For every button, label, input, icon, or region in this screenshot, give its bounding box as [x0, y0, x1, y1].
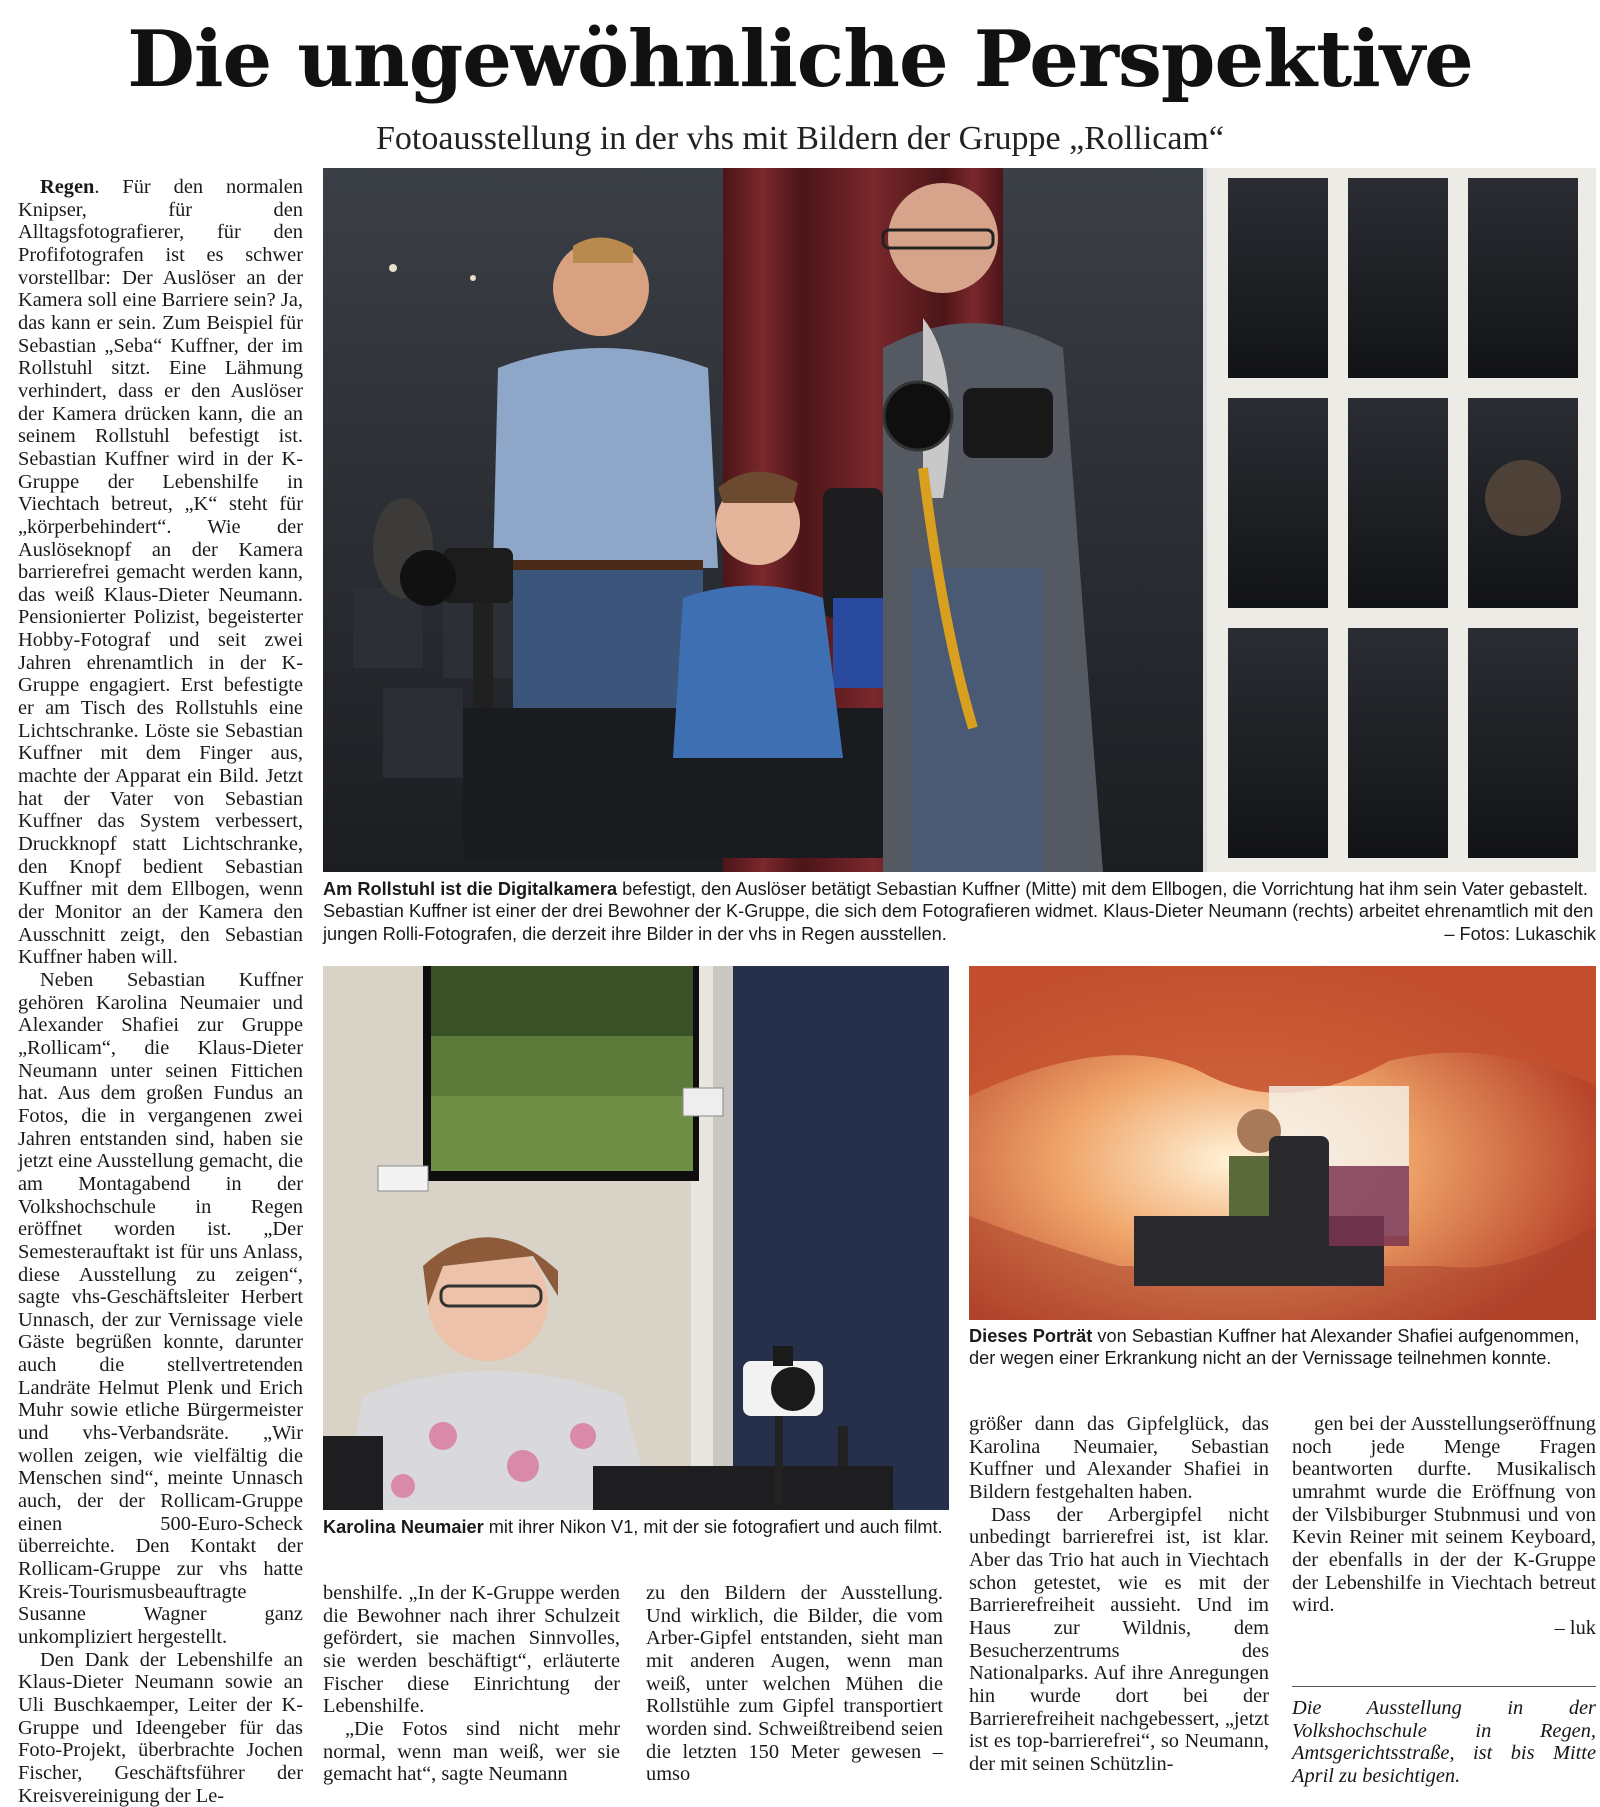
author-signature: – luk — [1554, 1616, 1596, 1639]
portrait-caption-karolina — [323, 1516, 949, 1538]
portrait-photo-karolina — [323, 966, 949, 1510]
article-column-4 — [969, 1413, 1269, 1776]
exhibition-info-note: Die Ausstellung in der Volkshochschule in Regen, Amtsgerichtsstraße, ist bis Mitte April zu besichtigen. — [1292, 1697, 1596, 1787]
portrait-photo-image — [323, 966, 949, 1510]
main-photo-caption — [323, 878, 1596, 945]
article-paragraph: Dass der Arbergipfel nicht unbedingt barrierefrei ist, ist klar. Aber das Trio hat auch in Viechtach schon getestet, wie es mit der Barrierefreiheit aussieht. Und im Haus zur Wildnis, dem Besucherzentrums des Nationalparks. Auf ihre Anregungen hin wurde dort bei der Barrierefreiheit nachgebessert, „jetzt ist es top-barrierefrei“, so Neumann, der mit seinen Schützlin- — [969, 1503, 1269, 1775]
article-paragraph: „Die Fotos sind nicht mehr normal, wenn man weiß, wer sie gemacht hat“, sagte Neumann — [323, 1717, 620, 1786]
portrait-photo-sebastian — [969, 966, 1596, 1320]
subheadline: Fotoausstellung in der vhs mit Bildern der Gruppe „Rollicam“ — [376, 120, 1224, 157]
caption-text: von Sebastian Kuffner hat Alexander Shafiei aufgenommen, der wegen einer Erkrankung nicht an der Vernissage teilnehmen konnte. — [969, 1326, 1580, 1369]
article-column-1 — [18, 176, 303, 1807]
main-photo-image — [323, 168, 1596, 872]
portrait-photo-image — [969, 966, 1596, 1320]
dateline: Regen — [40, 176, 95, 198]
caption-lead: Karolina Neumaier — [323, 1517, 484, 1537]
caption-text: mit ihrer Nikon V1, mit der sie fotografiert und auch filmt. — [483, 1517, 943, 1537]
article-paragraph: gen bei der Ausstellungseröffnung noch jede Menge Fragen beantworten durfte. Musikalisch umrahmt wurde die Eröffnung von der Vilsbiburger Stubnmusi und von Kevin Reiner mit seinem Keyboard, der ebenfalls in der der K-Gruppe der Lebenshilfe in Viechtach betreut wird. — [1292, 1413, 1596, 1617]
caption-text: befestigt, den Auslöser betätigt Sebastian Kuffner (Mitte) mit dem Ellbogen, die Vorrichtung hat ihm sein Vater gebastelt. Sebastian Kuffner ist einer der drei Bewohner der K-Gruppe, die sich dem Fotografieren widmet. Klaus-Dieter Neumann (rechts) arbeitet ehrenamtlich mit den jungen Rolli-Fotografen, die derzeit ihre Bilder in der vhs in Regen ausstellen. — [323, 879, 1594, 944]
paragraph-text: . Für den normalen Knipser, für den Alltagsfotografierer, für den Profifotografen ist es schwer vorstellbar: Der Auslöser an der Kamera soll eine Barriere sein? Ja, das kann er sein. Zum Beispiel für Sebastian „Seba“ Kuffner, der im Rollstuhl sitzt. Eine Lähmung verhindert, dass er den Auslöser der Kamera drücken kann, die an seinem Rollstuhl befestigt ist. Sebastian Kuffner wird in der K-Gruppe der Lebenshilfe in Viechtach betreut, „K“ steht für „körperbehindert“. Wie der Auslöseknopf an der Kamera barrierefrei gemacht werden kann, das weiß Klaus-Dieter Neumann. Pensionierter Polizist, begeisterter Hobby-Fotograf und seit zwei Jahren ehrenamtlich in der K-Gruppe engagiert. Erst befestigte er am Tisch des Rollstuhls eine Lichtschranke. Löste sie Sebastian Kuffner mit dem Finger aus, machte der Apparat ein Bild. Jetzt hat der Vater von Sebastian Kuffner das System verbessert, Druckknopf statt Lichtschranke, den Knopf bedient Sebastian Kuffner mit dem Ellbogen, wenn der Monitor an der Kamera den Ausschnitt zeigt, den Sebastian Kuffner haben will. — [18, 176, 303, 969]
article-paragraph: Den Dank der Lebenshilfe an Klaus-Dieter Neumann sowie an Uli Buschkaemper, Leiter der K-Gruppe und Ideengeber für das Foto-Projekt, überbrachte Jochen Fischer, Geschäftsführer der Kreisvereinigung der Le- — [18, 1648, 303, 1807]
article-paragraph: benshilfe. „In der K-Gruppe werden die Bewohner nach ihrer Schulzeit gefördert, sie machen Sinnvolles, sie werden beschäftigt“, erläuterte Fischer diese Einrichtung der Lebenshilfe. — [323, 1582, 620, 1718]
caption-lead: Am Rollstuhl ist die Digitalkamera — [323, 879, 618, 899]
main-photo — [323, 168, 1596, 872]
headline: Die ungewöhnliche Perspektive — [127, 14, 1473, 105]
divider — [1292, 1686, 1596, 1687]
portrait-caption-sebastian — [969, 1325, 1596, 1370]
caption-lead: Dieses Porträt — [969, 1326, 1093, 1346]
article-column-3 — [646, 1582, 943, 1786]
article-paragraph: größer dann das Gipfelglück, das Karolina Neumaier, Sebastian Kuffner und Alexander Shafiei in Bildern festgehalten haben. — [969, 1413, 1269, 1503]
article-column-2 — [323, 1582, 620, 1786]
photo-credit: – Fotos: Lukaschik — [1444, 923, 1596, 944]
article-paragraph: Neben Sebastian Kuffner gehören Karolina Neumaier und Alexander Shafiei zur Gruppe „Rollicam“, die Klaus-Dieter Neumann unter seinen Fittichen hat. Aus dem großen Fundus an Fotos, die in vergangenen zwei Jahren entstanden sind, haben sie jetzt eine Ausstellung gemacht, die am Montagabend in der Volkshochschule in Regen eröffnet worden ist. „Der Semesterauftakt ist für uns Anlass, diese Ausstellung zu zeigen“, sagte vhs-Geschäftsleiter Herbert Unnasch, der zur Vernissage viele Gäste begrüßen konnte, darunter auch die stellvertretenden Landräte Helmut Plenk und Erich Muhr sowie etliche Bürgermeister und vhs-Verbandsräte. „Wir wollen zeigen, wie vielfältig die Menschen sind“, meinte Unnasch auch, der der Rollicam-Gruppe einen 500-Euro-Scheck überreichte. Den Kontakt der Rollicam-Gruppe zur vhs hatte Kreis-Tourismusbeauftragte Susanne Wagner ganz unkompliziert hergestellt. — [18, 968, 303, 1648]
article-column-5 — [1292, 1413, 1596, 1640]
article-paragraph — [18, 176, 303, 969]
article-paragraph: zu den Bildern der Ausstellung. Und wirklich, die Bilder, die vom Arber-Gipfel entstanden, sieht man mit anderen Augen, wenn man weiß, unter welchen Mühen die Rollstühle zum Gipfel transportiert worden sind. Schweißtreibend seien die letzten 150 Meter gewesen – umso — [646, 1582, 943, 1786]
